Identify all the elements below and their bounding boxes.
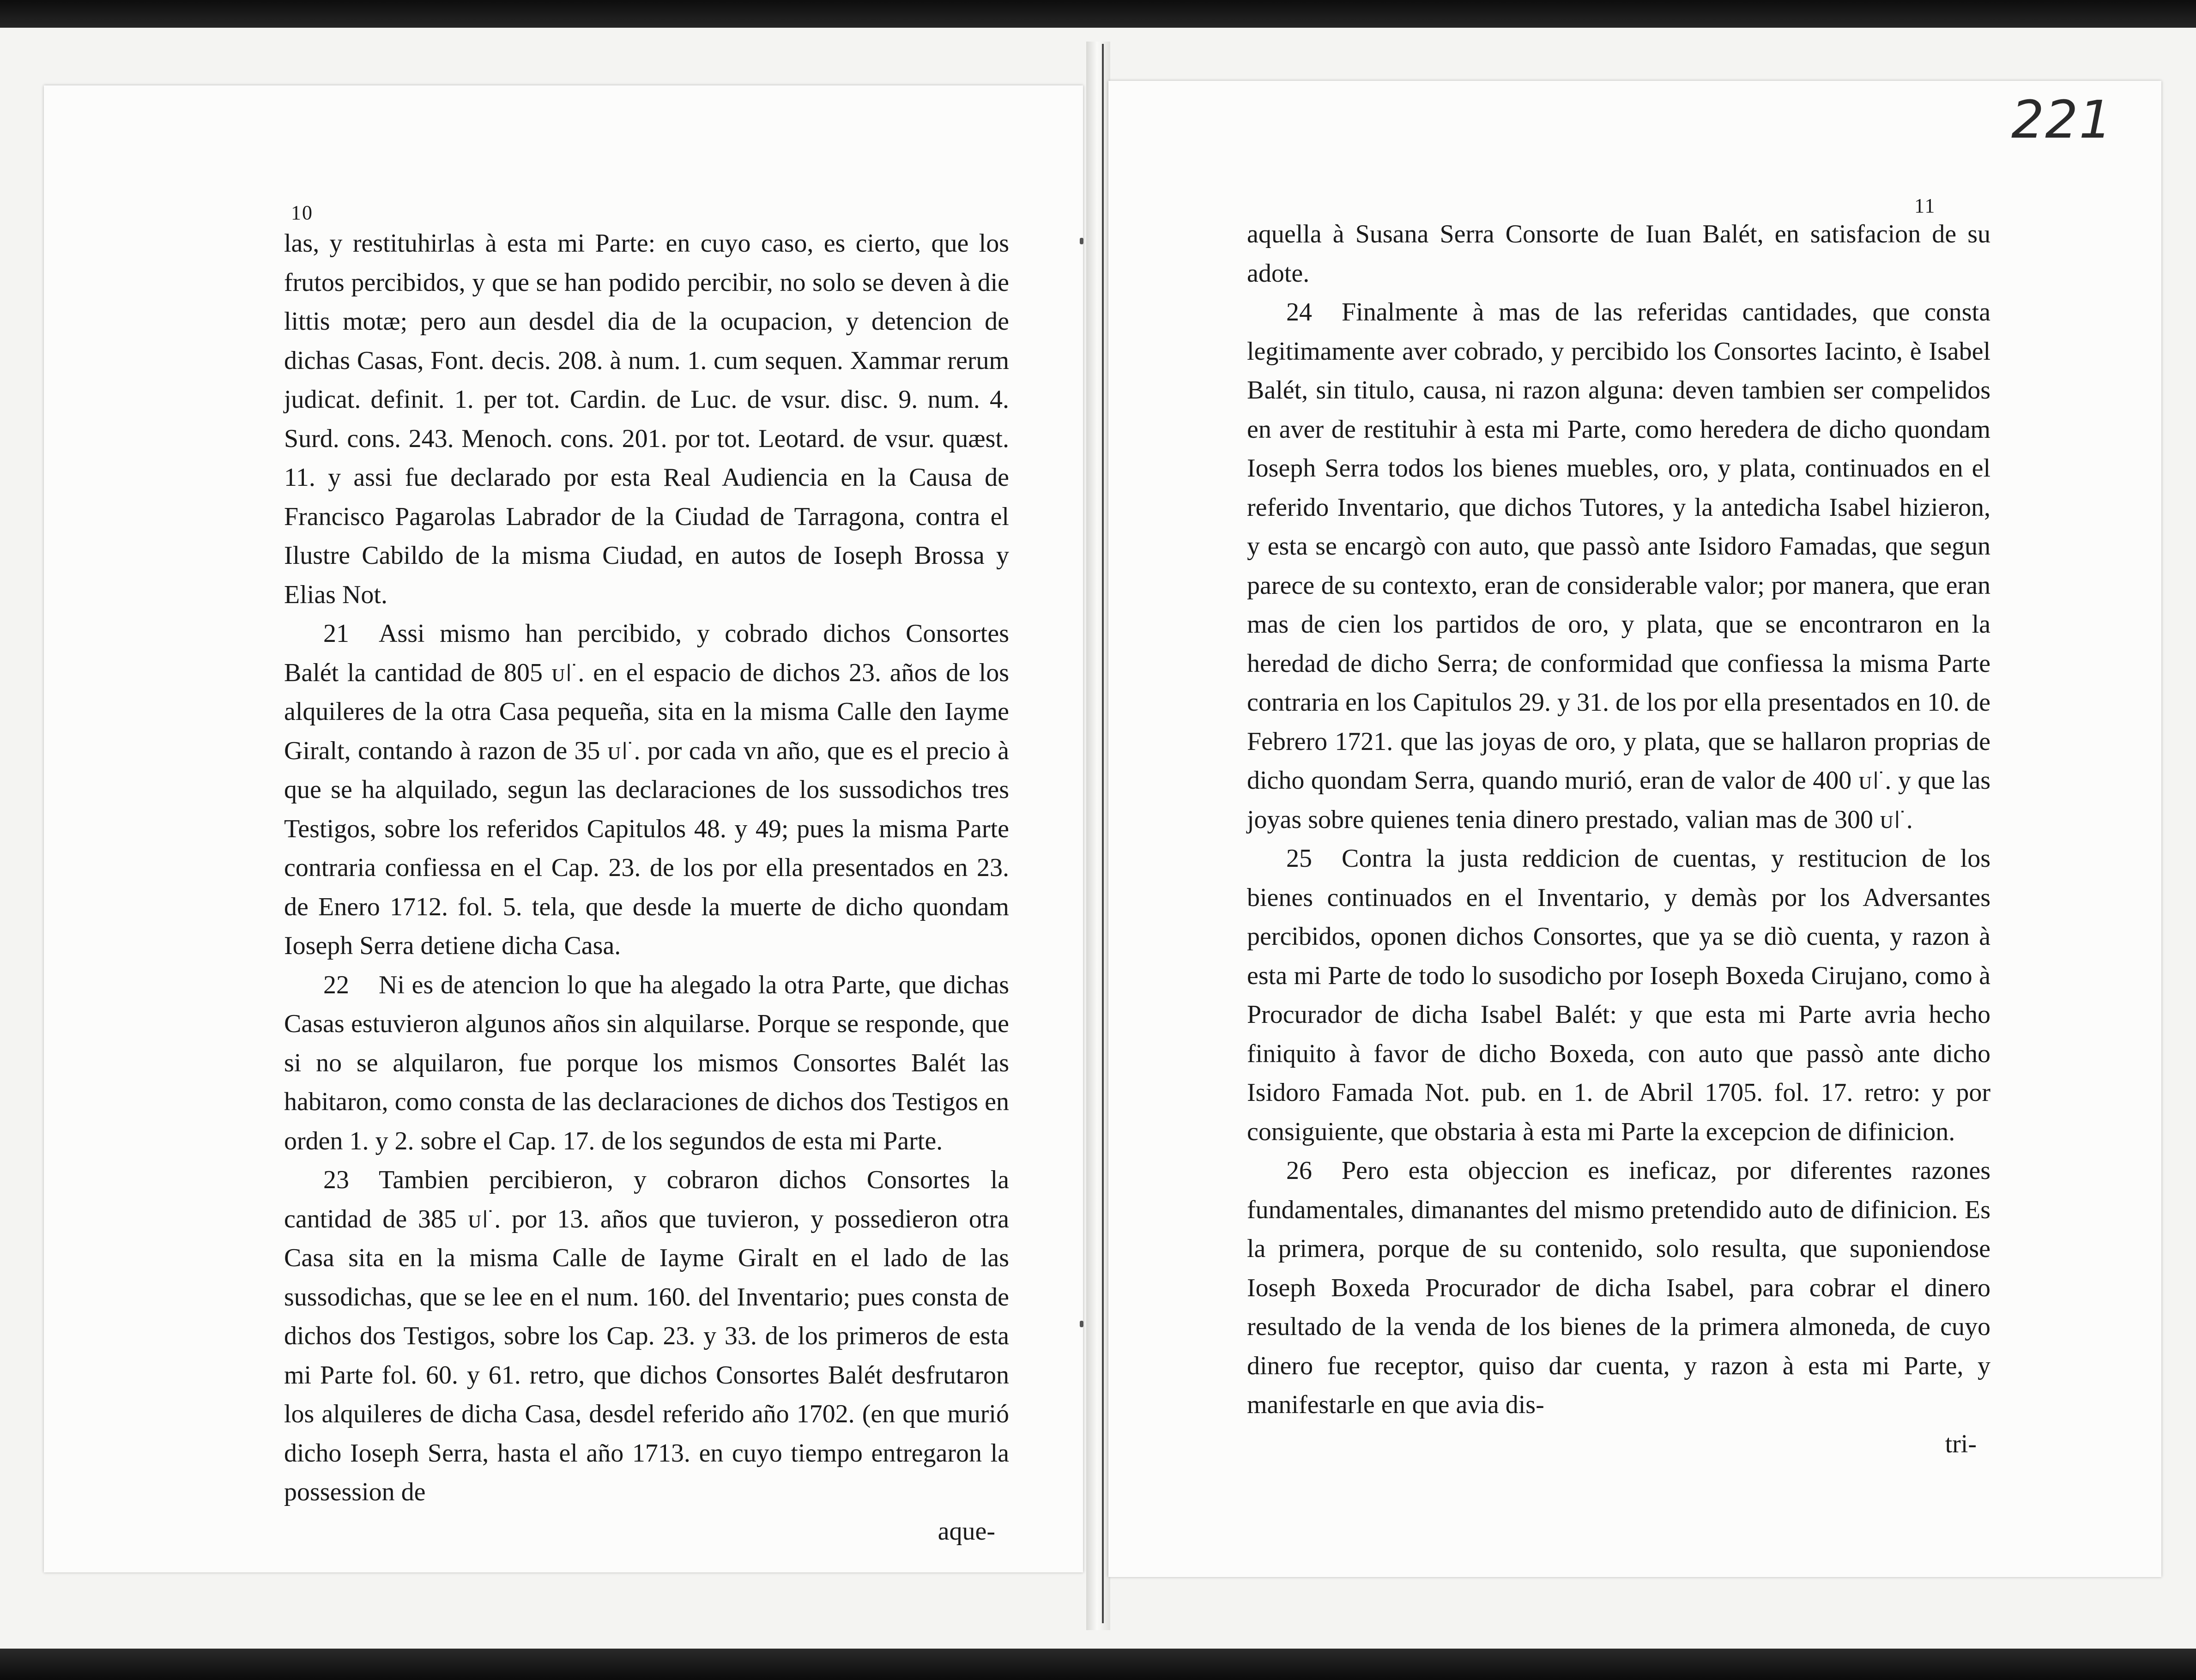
paragraph-text: Pero esta objeccion es ineficaz, por diferentes razones fundamentales, dimanantes del mismo pretendido auto de difinicion. Es la primera, porque de su contenido, solo resulta, que suponiendose Ioseph Boxeda Procurador de dicha Isabel, para cobrar el dinero resultado de la venda de los bienes de la primera almoneda, de cuyo dinero fue receptor, quiso dar cuenta, y razon à esta mi Parte, y manifestarle en que avia dis-: [1247, 1156, 1990, 1419]
paragraph-text: aquella à Susana Serra Consorte de Iuan Balét, en satisfacion de su adote.: [1247, 220, 1990, 288]
paragraph-number: 25: [1286, 844, 1312, 873]
paragraph-text: Tambien percibieron, y cobraron dichos Consortes la cantidad de 385 ᴜ꜍. por 13. años que tuvieron, y possedieron otra Casa sita en la misma Calle de Iayme Giralt en el lado de las sussodichas, que se lee en el num. 160. del Inventario; pues consta de dichos dos Testigos, sobre los Cap. 23. y 33. de los primeros de esta mi Parte fol. 60. y 61. retro, que dichos Consortes Balét desfrutaron los alquileres de dicha Casa, desdel referido año 1702. (en que murió dicho Ioseph Serra, hasta el año 1713. en cuyo tiempo entregaron la possession de: [284, 1166, 1009, 1506]
paragraph: [284, 224, 1009, 614]
page-mark: [1080, 1321, 1083, 1327]
page-mark: [1080, 238, 1083, 244]
folio-number: 11: [1914, 194, 1936, 217]
paragraph: [1247, 215, 1990, 293]
scan-border-bottom: [0, 1649, 2196, 1680]
paragraph: [1247, 839, 1990, 1151]
paragraph-number: 22: [323, 970, 349, 999]
book-gutter: [1086, 42, 1110, 1630]
paragraph-text: las, y restituhirlas à esta mi Parte: en cuyo caso, es cierto, que los frutos percibidos, y que se han podido percibir, no solo se deven à die littis motæ; pero aun desdel dia de la ocupacion, y detencion de dichas Casas, Font. decis. 208. à num. 1. cum sequen. Xammar rerum judicat. definit. 1. per tot. Cardin. de Luc. de vsur. disc. 9. num. 4. Surd. cons. 243. Menoch. cons. 201. por tot. Leotard. de vsur. quæst. 11. y assi fue declarado por esta Real Audiencia en la Causa de Francisco Pagarolas Labrador de la Ciudad de Tarragona, contra el Ilustre Cabildo de la misma Ciudad, en autos de Ioseph Brossa y Elias Not.: [284, 229, 1009, 609]
paragraph-number: 21: [323, 619, 349, 648]
catchword: tri-: [1945, 1429, 1977, 1458]
left-page-text: [284, 224, 1009, 1551]
folio-number: 10: [291, 201, 313, 224]
paragraph-number: 24: [1286, 298, 1312, 326]
paragraph: [284, 1160, 1009, 1512]
paragraph-text: Finalmente à mas de las referidas cantidades, que consta legitimamente aver cobrado, y percibido los Consortes Iacinto, è Isabel Balét, sin titulo, causa, ni razon alguna: deven tambien ser compelidos en aver de restituhir à esta mi Parte, como heredera de dicho quondam Ioseph Serra todos los bienes muebles, oro, y plata, continuados en el referido Inventario, que dichos Tutores, y la antedicha Isabel hizieron, y esta se encargò con auto, que passò ante Isidoro Famadas, que segun parece de su contexto, eran de considerable valor; por manera, que eran mas de cien los partidos de oro, y plata, que se encontraron en la heredad de dicho Serra; de conformidad que confiessa la misma Parte contraria en los Capitulos 29. y 31. de los por ella presentados en 10. de Febrero 1721. que las joyas de oro, y plata, que se hallaron proprias de dicho quondam Serra, quando murió, eran de valor de 400 ᴜ꜍. y que las joyas sobre quienes tenia dinero prestado, valian mas de 300 ᴜ꜍.: [1247, 298, 1990, 834]
paragraph-text: Contra la justa reddicion de cuentas, y restitucion de los bienes continuados en el Inventario, y demàs por los Adversantes percibidos, oponen dichos Consortes, que ya se diò cuenta, y razon à esta mi Parte de todo lo susodicho por Ioseph Boxeda Cirujano, como à Procurador de dicha Isabel Balét: y que esta mi Parte avria hecho finiquito à favor de dicho Boxeda, con auto que passò ante dicho Isidoro Famada Not. pub. en 1. de Abril 1705. fol. 17. retro: y por consiguiente, que obstaria à esta mi Parte la excepcion de difinicion.: [1247, 844, 1990, 1146]
paragraph-text: Assi mismo han percibido, y cobrado dichos Consortes Balét la cantidad de 805 ᴜ꜍. en el espacio de dichos 23. años de los alquileres de la otra Casa pequeña, sita en la misma Calle den Iayme Giralt, contando à razon de 35 ᴜ꜍. por cada vn año, que es el precio à que se ha alquilado, segun las declaraciones de los sussodichos tres Testigos, sobre los referidos Capitulos 48. y 49; pues la misma Parte contraria confiessa en el Cap. 23. de los por ella presentados en 23. de Enero 1712. fol. 5. tela, que desde la muerte de dicho quondam Ioseph Serra detiene dicha Casa.: [284, 619, 1009, 960]
paragraph: [284, 614, 1009, 966]
gutter-fold-line: [1102, 44, 1104, 1623]
right-page-text: [1247, 215, 1990, 1463]
handwritten-page-number: 221: [2011, 90, 2113, 150]
paragraph: [284, 966, 1009, 1161]
paragraph-number: 23: [323, 1166, 349, 1194]
paragraph: [1247, 293, 1990, 839]
paragraph-number: 26: [1286, 1156, 1312, 1185]
left-page: [44, 85, 1083, 1572]
paragraph: [1247, 1151, 1990, 1425]
paragraph-text: Ni es de atencion lo que ha alegado la otra Parte, que dichas Casas estuvieron algunos años sin alquilarse. Porque se responde, que si no se alquilaron, fue porque los mismos Consortes Balét las habitaron, como consta de las declaraciones de dichos dos Testigos en orden 1. y 2. sobre el Cap. 17. de los segundos de esta mi Parte.: [284, 970, 1009, 1155]
right-page: [1108, 81, 2161, 1577]
catchword: aque-: [938, 1517, 995, 1546]
